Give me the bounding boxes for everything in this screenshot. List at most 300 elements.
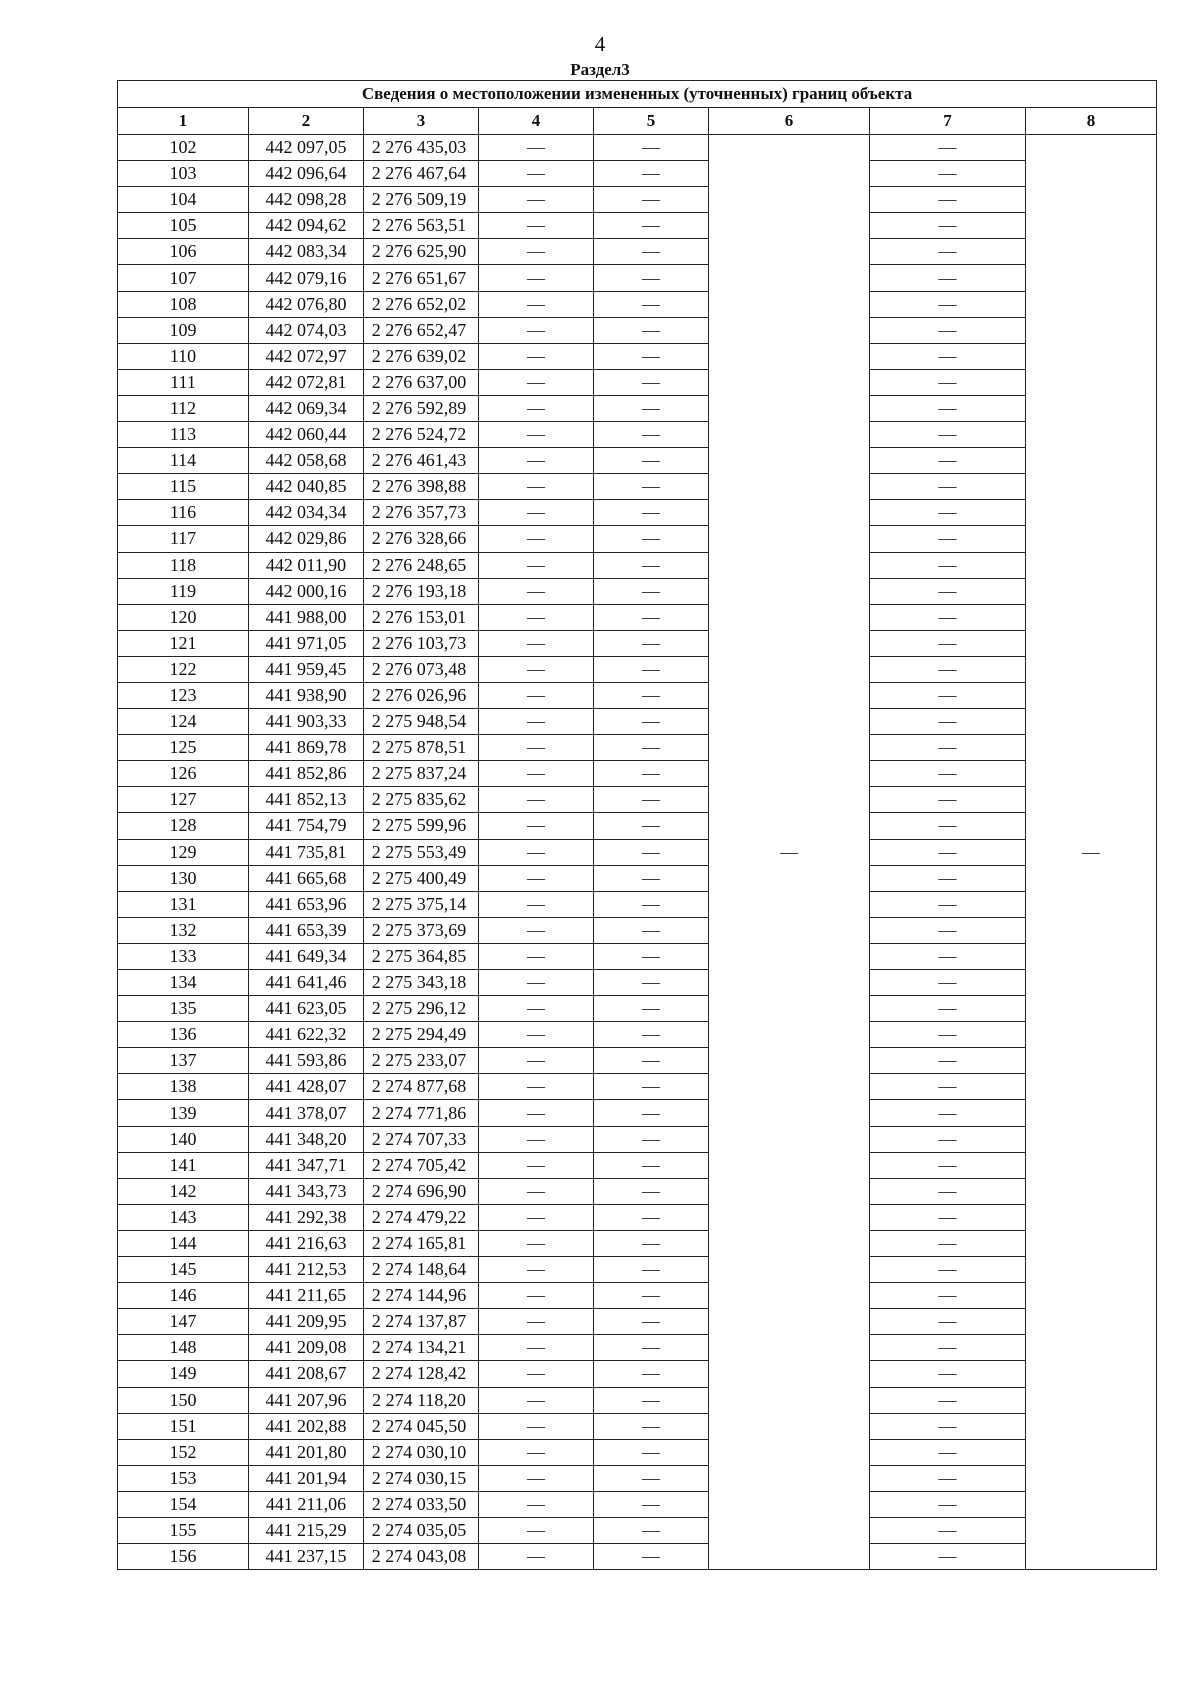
point-number: 131 xyxy=(118,891,249,917)
coord-x: 442 040,85 xyxy=(249,474,364,500)
coord-x: 441 211,65 xyxy=(249,1283,364,1309)
col5-value: — xyxy=(594,1074,709,1100)
table-row xyxy=(118,500,1157,526)
table-row xyxy=(118,161,1157,187)
table-row xyxy=(118,552,1157,578)
col4-value: — xyxy=(479,1413,594,1439)
point-number: 142 xyxy=(118,1178,249,1204)
coord-x: 442 060,44 xyxy=(249,422,364,448)
col7-value: — xyxy=(870,1257,1026,1283)
coord-y: 2 275 373,69 xyxy=(364,917,479,943)
col7-value: — xyxy=(870,552,1026,578)
col4-value: — xyxy=(479,500,594,526)
col8-value: — xyxy=(1026,135,1157,1570)
coord-y: 2 276 637,00 xyxy=(364,369,479,395)
col5-value: — xyxy=(594,917,709,943)
col4-value: — xyxy=(479,369,594,395)
col4-value: — xyxy=(479,135,594,161)
coord-y: 2 274 705,42 xyxy=(364,1152,479,1178)
col7-value: — xyxy=(870,1204,1026,1230)
col4-value: — xyxy=(479,395,594,421)
col7-value: — xyxy=(870,1387,1026,1413)
coord-x: 441 938,90 xyxy=(249,682,364,708)
table-row xyxy=(118,1126,1157,1152)
point-number: 152 xyxy=(118,1439,249,1465)
coord-y: 2 274 479,22 xyxy=(364,1204,479,1230)
table-row xyxy=(118,265,1157,291)
point-number: 108 xyxy=(118,291,249,317)
coord-y: 2 275 837,24 xyxy=(364,761,479,787)
table-row xyxy=(118,1517,1157,1543)
coord-y: 2 275 835,62 xyxy=(364,787,479,813)
column-header: 3 xyxy=(364,108,479,135)
coord-x: 441 735,81 xyxy=(249,839,364,865)
coord-x: 441 852,86 xyxy=(249,761,364,787)
coord-x: 442 096,64 xyxy=(249,161,364,187)
point-number: 130 xyxy=(118,865,249,891)
col5-value: — xyxy=(594,1257,709,1283)
point-number: 107 xyxy=(118,265,249,291)
col5-value: — xyxy=(594,761,709,787)
coord-x: 441 754,79 xyxy=(249,813,364,839)
point-number: 117 xyxy=(118,526,249,552)
coord-y: 2 274 030,10 xyxy=(364,1439,479,1465)
table-row xyxy=(118,578,1157,604)
col4-value: — xyxy=(479,656,594,682)
point-number: 147 xyxy=(118,1309,249,1335)
point-number: 145 xyxy=(118,1257,249,1283)
coord-x: 441 653,96 xyxy=(249,891,364,917)
col7-value: — xyxy=(870,265,1026,291)
col4-value: — xyxy=(479,1074,594,1100)
coord-x: 441 209,08 xyxy=(249,1335,364,1361)
table-row xyxy=(118,787,1157,813)
col5-value: — xyxy=(594,265,709,291)
table-row xyxy=(118,369,1157,395)
coord-y: 2 276 652,47 xyxy=(364,317,479,343)
col7-value: — xyxy=(870,1309,1026,1335)
col7-value: — xyxy=(870,1152,1026,1178)
col5-value: — xyxy=(594,735,709,761)
point-number: 143 xyxy=(118,1204,249,1230)
col7-value: — xyxy=(870,970,1026,996)
col7-value: — xyxy=(870,1178,1026,1204)
col5-value: — xyxy=(594,1517,709,1543)
coord-y: 2 276 328,66 xyxy=(364,526,479,552)
point-number: 103 xyxy=(118,161,249,187)
coord-x: 441 292,38 xyxy=(249,1204,364,1230)
col4-value: — xyxy=(479,213,594,239)
col7-value: — xyxy=(870,161,1026,187)
point-number: 129 xyxy=(118,839,249,865)
coord-x: 442 072,81 xyxy=(249,369,364,395)
col5-value: — xyxy=(594,343,709,369)
col7-value: — xyxy=(870,187,1026,213)
coord-x: 441 971,05 xyxy=(249,630,364,656)
col7-value: — xyxy=(870,1491,1026,1517)
col4-value: — xyxy=(479,578,594,604)
point-number: 149 xyxy=(118,1361,249,1387)
coord-x: 441 347,71 xyxy=(249,1152,364,1178)
table-row xyxy=(118,891,1157,917)
table-row xyxy=(118,1100,1157,1126)
column-header: 4 xyxy=(479,108,594,135)
col4-value: — xyxy=(479,813,594,839)
table-row xyxy=(118,813,1157,839)
point-number: 110 xyxy=(118,343,249,369)
col7-value: — xyxy=(870,943,1026,969)
table-row xyxy=(118,317,1157,343)
coord-y: 2 274 148,64 xyxy=(364,1257,479,1283)
coord-x: 442 074,03 xyxy=(249,317,364,343)
coord-x: 441 201,80 xyxy=(249,1439,364,1465)
col4-value: — xyxy=(479,1230,594,1256)
coord-y: 2 275 599,96 xyxy=(364,813,479,839)
column-header: 1 xyxy=(118,108,249,135)
col4-value: — xyxy=(479,1309,594,1335)
col7-value: — xyxy=(870,213,1026,239)
coord-x: 441 211,06 xyxy=(249,1491,364,1517)
coord-x: 441 209,95 xyxy=(249,1309,364,1335)
table-row xyxy=(118,422,1157,448)
coord-x: 442 083,34 xyxy=(249,239,364,265)
col7-value: — xyxy=(870,1517,1026,1543)
coord-y: 2 275 375,14 xyxy=(364,891,479,917)
table-row xyxy=(118,448,1157,474)
col7-value: — xyxy=(870,891,1026,917)
col4-value: — xyxy=(479,1283,594,1309)
coord-y: 2 276 524,72 xyxy=(364,422,479,448)
col5-value: — xyxy=(594,1152,709,1178)
coord-y: 2 274 771,86 xyxy=(364,1100,479,1126)
col4-value: — xyxy=(479,1544,594,1570)
col5-value: — xyxy=(594,630,709,656)
point-number: 122 xyxy=(118,656,249,682)
coord-x: 442 011,90 xyxy=(249,552,364,578)
col4-value: — xyxy=(479,187,594,213)
col7-value: — xyxy=(870,839,1026,865)
col5-value: — xyxy=(594,604,709,630)
coord-y: 2 274 134,21 xyxy=(364,1335,479,1361)
col5-value: — xyxy=(594,1491,709,1517)
coord-x: 442 098,28 xyxy=(249,187,364,213)
column-header: 5 xyxy=(594,108,709,135)
col4-value: — xyxy=(479,735,594,761)
coord-y: 2 276 509,19 xyxy=(364,187,479,213)
point-number: 120 xyxy=(118,604,249,630)
table-row xyxy=(118,1230,1157,1256)
col5-value: — xyxy=(594,552,709,578)
col7-value: — xyxy=(870,422,1026,448)
column-header: 2 xyxy=(249,108,364,135)
col7-value: — xyxy=(870,1335,1026,1361)
col5-value: — xyxy=(594,213,709,239)
point-number: 115 xyxy=(118,474,249,500)
col4-value: — xyxy=(479,1335,594,1361)
table-row xyxy=(118,709,1157,735)
coord-y: 2 276 026,96 xyxy=(364,682,479,708)
coord-x: 441 649,34 xyxy=(249,943,364,969)
coord-x: 442 076,80 xyxy=(249,291,364,317)
col7-value: — xyxy=(870,761,1026,787)
coord-x: 441 593,86 xyxy=(249,1048,364,1074)
coord-x: 442 097,05 xyxy=(249,135,364,161)
coord-y: 2 276 103,73 xyxy=(364,630,479,656)
col5-value: — xyxy=(594,970,709,996)
col7-value: — xyxy=(870,1048,1026,1074)
col7-value: — xyxy=(870,500,1026,526)
coord-x: 441 959,45 xyxy=(249,656,364,682)
col5-value: — xyxy=(594,526,709,552)
col7-value: — xyxy=(870,1544,1026,1570)
col7-value: — xyxy=(870,395,1026,421)
col5-value: — xyxy=(594,656,709,682)
col5-value: — xyxy=(594,395,709,421)
table-row xyxy=(118,1465,1157,1491)
coord-x: 441 665,68 xyxy=(249,865,364,891)
coord-y: 2 274 043,08 xyxy=(364,1544,479,1570)
point-number: 136 xyxy=(118,1022,249,1048)
table-row xyxy=(118,943,1157,969)
table-row xyxy=(118,213,1157,239)
coord-x: 442 034,34 xyxy=(249,500,364,526)
col5-value: — xyxy=(594,422,709,448)
col5-value: — xyxy=(594,1100,709,1126)
col5-value: — xyxy=(594,1361,709,1387)
coord-y: 2 274 118,20 xyxy=(364,1387,479,1413)
point-number: 148 xyxy=(118,1335,249,1361)
col5-value: — xyxy=(594,474,709,500)
coord-x: 442 079,16 xyxy=(249,265,364,291)
table-row xyxy=(118,630,1157,656)
col4-value: — xyxy=(479,1152,594,1178)
coord-y: 2 275 948,54 xyxy=(364,709,479,735)
point-number: 139 xyxy=(118,1100,249,1126)
col4-value: — xyxy=(479,996,594,1022)
col7-value: — xyxy=(870,526,1026,552)
col5-value: — xyxy=(594,943,709,969)
coord-y: 2 276 357,73 xyxy=(364,500,479,526)
table-row xyxy=(118,970,1157,996)
table-body xyxy=(118,135,1157,1570)
col7-value: — xyxy=(870,917,1026,943)
coord-y: 2 275 878,51 xyxy=(364,735,479,761)
coord-y: 2 276 592,89 xyxy=(364,395,479,421)
point-number: 111 xyxy=(118,369,249,395)
col4-value: — xyxy=(479,970,594,996)
coord-x: 441 852,13 xyxy=(249,787,364,813)
coord-y: 2 274 165,81 xyxy=(364,1230,479,1256)
col5-value: — xyxy=(594,1230,709,1256)
col5-value: — xyxy=(594,891,709,917)
col5-value: — xyxy=(594,1178,709,1204)
col4-value: — xyxy=(479,1491,594,1517)
col7-value: — xyxy=(870,1283,1026,1309)
col7-value: — xyxy=(870,291,1026,317)
col5-value: — xyxy=(594,1439,709,1465)
table-row xyxy=(118,839,1157,865)
point-number: 140 xyxy=(118,1126,249,1152)
col5-value: — xyxy=(594,1465,709,1491)
col7-value: — xyxy=(870,317,1026,343)
coord-x: 442 072,97 xyxy=(249,343,364,369)
col4-value: — xyxy=(479,239,594,265)
coord-y: 2 276 639,02 xyxy=(364,343,479,369)
col4-value: — xyxy=(479,552,594,578)
point-number: 113 xyxy=(118,422,249,448)
coord-x: 441 348,20 xyxy=(249,1126,364,1152)
col4-value: — xyxy=(479,1204,594,1230)
col5-value: — xyxy=(594,369,709,395)
coord-y: 2 276 651,67 xyxy=(364,265,479,291)
point-number: 133 xyxy=(118,943,249,969)
point-number: 150 xyxy=(118,1387,249,1413)
coord-x: 441 201,94 xyxy=(249,1465,364,1491)
table-row xyxy=(118,1544,1157,1570)
point-number: 102 xyxy=(118,135,249,161)
col4-value: — xyxy=(479,1361,594,1387)
point-number: 114 xyxy=(118,448,249,474)
coord-y: 2 276 435,03 xyxy=(364,135,479,161)
coord-x: 442 069,34 xyxy=(249,395,364,421)
point-number: 144 xyxy=(118,1230,249,1256)
col7-value: — xyxy=(870,1074,1026,1100)
col5-value: — xyxy=(594,839,709,865)
coord-y: 2 275 296,12 xyxy=(364,996,479,1022)
col4-value: — xyxy=(479,1022,594,1048)
coord-x: 441 208,67 xyxy=(249,1361,364,1387)
point-number: 137 xyxy=(118,1048,249,1074)
column-header: 8 xyxy=(1026,108,1157,135)
table-row xyxy=(118,1491,1157,1517)
col4-value: — xyxy=(479,265,594,291)
col5-value: — xyxy=(594,682,709,708)
coord-x: 441 623,05 xyxy=(249,996,364,1022)
table-row xyxy=(118,135,1157,161)
col7-value: — xyxy=(870,474,1026,500)
section-title: Раздел3 xyxy=(570,60,630,79)
point-number: 155 xyxy=(118,1517,249,1543)
point-number: 134 xyxy=(118,970,249,996)
coord-x: 442 000,16 xyxy=(249,578,364,604)
coord-x: 441 378,07 xyxy=(249,1100,364,1126)
col5-value: — xyxy=(594,1544,709,1570)
table-row xyxy=(118,1204,1157,1230)
col4-value: — xyxy=(479,1100,594,1126)
col7-value: — xyxy=(870,865,1026,891)
point-number: 153 xyxy=(118,1465,249,1491)
col5-value: — xyxy=(594,1413,709,1439)
coord-y: 2 274 128,42 xyxy=(364,1361,479,1387)
col5-value: — xyxy=(594,1283,709,1309)
point-number: 118 xyxy=(118,552,249,578)
page-number: 4 xyxy=(594,32,606,56)
coord-y: 2 275 294,49 xyxy=(364,1022,479,1048)
point-number: 146 xyxy=(118,1283,249,1309)
coord-y: 2 275 364,85 xyxy=(364,943,479,969)
col4-value: — xyxy=(479,1439,594,1465)
table-row xyxy=(118,1178,1157,1204)
coord-y: 2 274 877,68 xyxy=(364,1074,479,1100)
col5-value: — xyxy=(594,813,709,839)
col7-value: — xyxy=(870,1230,1026,1256)
point-number: 127 xyxy=(118,787,249,813)
col7-value: — xyxy=(870,604,1026,630)
col7-value: — xyxy=(870,578,1026,604)
col5-value: — xyxy=(594,1204,709,1230)
col4-value: — xyxy=(479,474,594,500)
table-row xyxy=(118,343,1157,369)
col4-value: — xyxy=(479,682,594,708)
table-row xyxy=(118,526,1157,552)
point-number: 116 xyxy=(118,500,249,526)
coord-x: 441 428,07 xyxy=(249,1074,364,1100)
point-number: 138 xyxy=(118,1074,249,1100)
coord-y: 2 276 073,48 xyxy=(364,656,479,682)
table-row xyxy=(118,656,1157,682)
coord-y: 2 276 652,02 xyxy=(364,291,479,317)
col4-value: — xyxy=(479,1517,594,1543)
coord-y: 2 275 553,49 xyxy=(364,839,479,865)
col5-value: — xyxy=(594,787,709,813)
point-number: 104 xyxy=(118,187,249,213)
col4-value: — xyxy=(479,161,594,187)
col4-value: — xyxy=(479,422,594,448)
col7-value: — xyxy=(870,343,1026,369)
table-row xyxy=(118,1048,1157,1074)
coord-y: 2 274 696,90 xyxy=(364,1178,479,1204)
coord-y: 2 274 033,50 xyxy=(364,1491,479,1517)
col4-value: — xyxy=(479,343,594,369)
col4-value: — xyxy=(479,1178,594,1204)
point-number: 105 xyxy=(118,213,249,239)
col7-value: — xyxy=(870,448,1026,474)
col6-value: — xyxy=(709,135,870,1570)
col5-value: — xyxy=(594,1335,709,1361)
col7-value: — xyxy=(870,1413,1026,1439)
col5-value: — xyxy=(594,996,709,1022)
col7-value: — xyxy=(870,813,1026,839)
coord-x: 441 237,15 xyxy=(249,1544,364,1570)
point-number: 135 xyxy=(118,996,249,1022)
coord-y: 2 276 625,90 xyxy=(364,239,479,265)
column-header: 6 xyxy=(709,108,870,135)
col7-value: — xyxy=(870,787,1026,813)
col4-value: — xyxy=(479,709,594,735)
table-row xyxy=(118,1309,1157,1335)
col7-value: — xyxy=(870,239,1026,265)
col5-value: — xyxy=(594,1387,709,1413)
coord-x: 441 641,46 xyxy=(249,970,364,996)
coord-y: 2 274 137,87 xyxy=(364,1309,479,1335)
point-number: 141 xyxy=(118,1152,249,1178)
table-row xyxy=(118,682,1157,708)
coord-y: 2 274 045,50 xyxy=(364,1413,479,1439)
coord-y: 2 276 563,51 xyxy=(364,213,479,239)
col5-value: — xyxy=(594,187,709,213)
col5-value: — xyxy=(594,161,709,187)
col4-value: — xyxy=(479,604,594,630)
table-caption: Сведения о местоположении измененных (уточненных) границ объекта xyxy=(118,81,1157,108)
col4-value: — xyxy=(479,943,594,969)
col4-value: — xyxy=(479,891,594,917)
col5-value: — xyxy=(594,1309,709,1335)
table-row xyxy=(118,604,1157,630)
col5-value: — xyxy=(594,1048,709,1074)
table-row xyxy=(118,1022,1157,1048)
coord-x: 441 622,32 xyxy=(249,1022,364,1048)
coord-x: 441 216,63 xyxy=(249,1230,364,1256)
